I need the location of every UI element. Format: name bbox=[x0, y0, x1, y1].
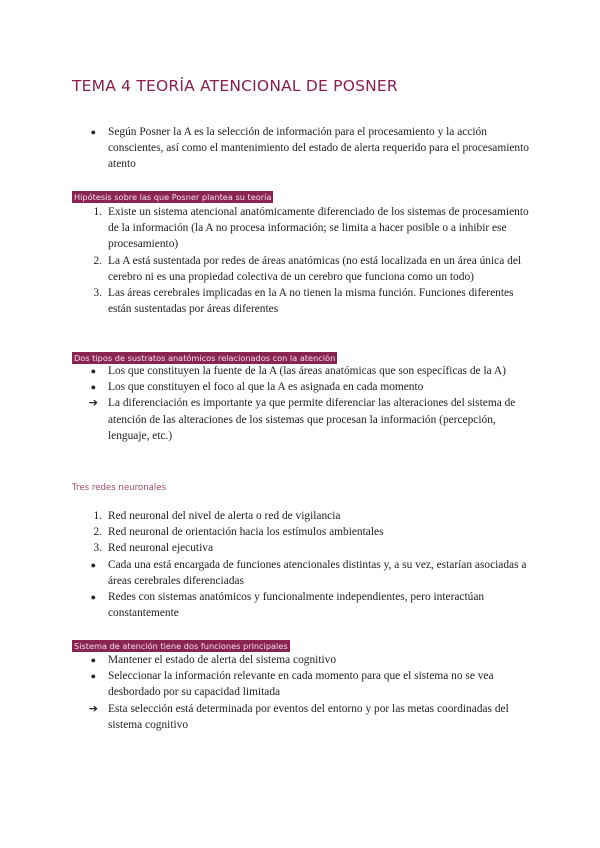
list-item-text: Los que constituyen el foco al que la A es asignada en cada momento bbox=[108, 381, 424, 394]
list-item bbox=[72, 363, 532, 379]
hypotheses-list-block bbox=[72, 204, 532, 317]
number-marker: 1. bbox=[93, 510, 102, 522]
hypotheses-list bbox=[72, 204, 532, 317]
list-item-text: Existe un sistema atencional anatómicamente diferenciado de los sistemas de procesamiento de la información (la A no procesa información; se limita a hacer posible o a inhibir ese procesamiento) bbox=[108, 206, 529, 251]
list-item bbox=[72, 285, 532, 317]
bullet-marker: ● bbox=[90, 592, 96, 603]
list-item bbox=[72, 540, 532, 556]
bullet-marker: ● bbox=[90, 671, 96, 682]
networks-list bbox=[72, 508, 532, 621]
list-item-text: Según Posner la A es la selección de información para el procesamiento y la acción conscientes, así como el mantenimiento del estado de alerta requerido para el procesamiento atento bbox=[108, 126, 529, 171]
substrates-list-block bbox=[72, 363, 532, 444]
number-marker: 3. bbox=[93, 542, 102, 555]
number-marker: 2. bbox=[93, 526, 102, 539]
list-item bbox=[72, 124, 532, 173]
networks-list-block bbox=[72, 508, 532, 621]
bullet-marker: ● bbox=[90, 655, 96, 665]
list-item bbox=[72, 652, 532, 668]
list-item-text: Seleccionar la información relevante en cada momento para que el sistema no se vea desbordado por su capacidad limitada bbox=[108, 670, 494, 699]
list-item-text: Esta selección está determinada por eventos del entorno y por las metas coordinadas del sistema cognitivo bbox=[108, 702, 509, 731]
arrow-icon: ➔ bbox=[88, 396, 98, 410]
hypotheses-section bbox=[72, 187, 532, 205]
list-item bbox=[72, 524, 532, 540]
bullet-marker: ● bbox=[90, 559, 96, 570]
number-marker: 3. bbox=[93, 287, 102, 300]
functions-list-block bbox=[72, 652, 532, 733]
list-item-text: Red neuronal de orientación hacia los estímulos ambientales bbox=[108, 526, 384, 539]
list-item-text: Los que constituyen la fuente de la A (las áreas anatómicas que son específicas de la A) bbox=[108, 365, 506, 377]
intro-section bbox=[72, 124, 532, 173]
bullet-marker: ● bbox=[90, 382, 96, 393]
list-item bbox=[72, 395, 532, 444]
list-item bbox=[72, 379, 532, 395]
arrow-icon: ➔ bbox=[88, 701, 98, 715]
number-marker: 2. bbox=[93, 254, 102, 267]
list-item-text: Mantener el estado de alerta del sistema cognitivo bbox=[108, 654, 337, 666]
bullet-marker: ● bbox=[90, 366, 96, 376]
page-title: TEMA 4 TEORÍA ATENCIONAL DE POSNER bbox=[72, 77, 398, 95]
section-heading-hypotheses: Hipótesis sobre las que Posner plantea su teoría bbox=[74, 192, 272, 202]
substrates-list bbox=[72, 363, 532, 444]
number-marker: 1. bbox=[93, 206, 102, 218]
list-item-text: La diferenciación es importante ya que permite diferenciar las alteraciones del sistema de atención de las alteraciones de los sistemas que procesan la información (percepción, lenguaje, etc.) bbox=[108, 397, 516, 442]
section-heading-substrates: Dos tipos de sustratos anatómicos relacionados con la atención bbox=[74, 353, 336, 363]
list-item-text: La A está sustentada por redes de áreas anatómicas (no está localizada en un área única del cerebro ni es una propiedad colectiva de un cerebro que funciona como un todo) bbox=[108, 254, 522, 283]
bullet-marker: ● bbox=[90, 127, 96, 137]
list-item bbox=[72, 589, 532, 621]
intro-list bbox=[72, 124, 532, 173]
section-heading-networks: Tres redes neuronales bbox=[72, 483, 167, 493]
list-item bbox=[72, 557, 532, 589]
list-item-text: Red neuronal ejecutiva bbox=[108, 542, 214, 555]
list-item bbox=[72, 204, 532, 253]
list-item bbox=[72, 701, 532, 733]
section-heading-functions: Sistema de atención tiene dos funciones principales bbox=[74, 641, 288, 651]
list-item-text: Las áreas cerebrales implicadas en la A no tienen la misma función. Funciones diferentes están sustentadas por áreas diferentes bbox=[108, 287, 514, 316]
list-item-text: Cada una está encargada de funciones atencionales distintas y, a su vez, estarían asociadas a áreas cerebrales diferenciadas bbox=[108, 558, 527, 587]
list-item-text: Red neuronal del nivel de alerta o red de vigilancia bbox=[108, 510, 341, 522]
networks-section bbox=[72, 477, 532, 495]
functions-list bbox=[72, 652, 532, 733]
list-item bbox=[72, 668, 532, 700]
list-item bbox=[72, 508, 532, 524]
list-item-text: Redes con sistemas anatómicos y funcionalmente independientes, pero interactúan constantemente bbox=[108, 591, 485, 620]
list-item bbox=[72, 253, 532, 285]
